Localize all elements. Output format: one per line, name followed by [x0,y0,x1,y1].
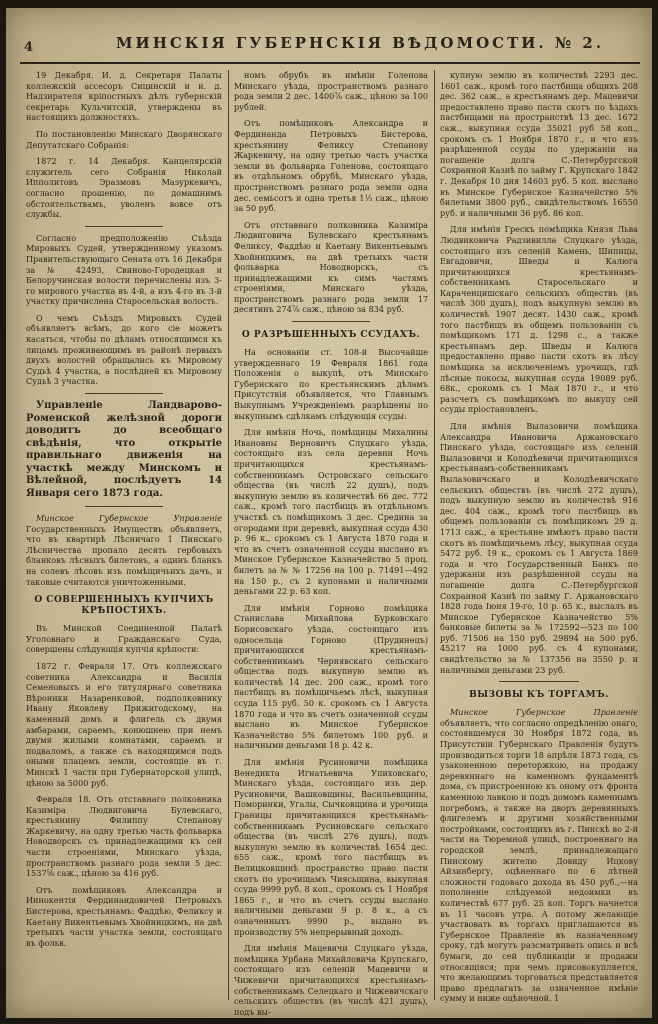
paragraph: Для имѣнія Ночь, помѣщицы Михалины Ивановны Верновичъ Слуцкаго уѣзда, состоящаго изъ села деревни Ночь причитающихся крестьянамъ-собственникамъ Островскаго сельскаго общества (въ числѣ 22 душъ), подъ выкупную землю въ количествѣ 66 дес. 772 саж., кромѣ того пастбищъ въ отдѣльномъ участкѣ съ помѣщикомъ 3 дес. Средина за огородами при деревнѣ, выкупная ссуда 430 р. 96 к., срокомъ съ 1 Августа 1870 года и что въ счетъ означенной ссуды выслано въ Минское Губернское Казначейство 5 проц. билетъ за № № 17256 на 100 р. 71491—492 на 150 р., съ 2 купонами и наличными деньгами 22 р. 63 коп. [234,427,428,597]
page-header [20,22,640,64]
paragraph-body: объявляетъ, что согласно опредѣленію онаго, состоявшемуся 30 Ноября 1872 года, въ Присутствіи Губернскаго Правленія будутъ производиться торги 18 апрѣля 1873 года, съ узаконенною переторжкою, на продажу деревяннаго на каменномъ фундаментѣ дома, съ пристроенною къ оному отъ фронта каменною лавкою и подъ домомъ каменнымъ погребомъ, а также на дворъ деревянныхъ флигелемъ и другими хозяйственными постройками, состоящихъ въ г. Пинскѣ во 2-й части на Тюремной улицѣ, построеннаго на городской землѣ, принадлежащаго Пинскому жителю Довиду Ицкову Айзинбергу, оцѣненнаго по 6 лѣтней сложности годоваго дохода въ 450 руб.,—на пополненіе слѣдуемой недоимки въ количествѣ 677 руб. 25 коп. Торгъ начнется въ 11 часовъ утра. А потому желающіе участвовать въ торгахъ приглашаются въ Губернское Правленіе въ назначенному сроку, гдѣ могутъ разсматривать опись и всѣ бумаги, до сей публикаціи и продажи относящіяся; при чемъ присовокупляется, что желающимъ торговаться представляется право предлагать за означенное имѣніе сумму и ниже оцѣночной. 1 [440,717,638,1004]
separator [85,226,163,227]
paragraph: Февраля 18. Отъ отставнаго полковника Казиміра Людвиговича Булевскаго, крестьянину Филиппу Степанову Жаркевичу, на одну третью часть фольварка Новодворскъ съ принадлежащими къ сей части строеніями, Минскаго уѣзда, пространствомъ разнаго рода земли 5 дес. 1537⅝ саж., цѣною за 416 руб. [26,794,222,879]
section-heading: О РАЗРѢШЕННЫХЪ ССУДАХЪ. [241,330,421,341]
paragraph: 1872 г. Февраля 17. Отъ коллежскаго советника Александра и Василія Семеновыхъ и его титулярнаго советника Вѣроники Назаренковой, подполковнику Ивану Яковлеву Прижигодскому, на каменный домъ и флигель съ двумя амбарами, сараемъ, конюшнею при немъ двумя жилыми комнатами, сараемъ и подваломъ, а также съ находящимся подъ оными плацемъ земли, состоящіе въ г. Минскѣ 1 части при Губернаторской улицѣ, цѣною за 5000 руб. [26,660,222,788]
paragraph: По постановленію Минскаго Дворянскаго Депутатскаго Собранія: [26,128,222,150]
column-divider [434,70,435,1000]
separator [499,681,578,682]
paragraph: О чемъ Съѣздъ Мировыхъ Судей объявляетъ всѣмъ, до кого сіе можетъ касаться, чтобы по дѣламъ относящимся къ лицамъ проживающимъ въ районѣ первыхъ двухъ волостей обращались къ Мировому Судьѣ 4 участка, а послѣдней къ Мировому Судьѣ 3 участка. [26,312,222,387]
section-heading: ВЫЗОВЫ КЪ ТОРГАМЪ. [469,690,609,701]
separator [85,506,163,507]
column-1 [26,70,222,1010]
paragraph-body: Государственныхъ Имуществъ объявляетъ, что въ квартирѣ Лѣсничаго 1 Пинскаго Лѣсничества пропало десять гербовыхъ бланковъ лѣсныхъ билетовъ, а одинъ бланкъ на солевъ лѣсовъ изъ помѣщичьихъ дачъ, и таковые считаются уничтоженными. [26,523,222,587]
paragraph: купную землю въ количествѣ 2293 дес. 1601 саж., кромѣ того пастбища общихъ 208 дес. 362 саж., а крестьянамъ дер. Мацевичи предоставлено право пасти скотъ по ѣздахъ пастбищами на пространствѣ 13 дес. 1672 саж., выкупная ссуда 35021 руб 58 коп., срокомъ съ 1 Ноября 1870 г., и что изъ разрѣшенной ссуды по удержаніи на погашеніе долга С.-Петербургской Сохранной Казнѣ по займу Г. Крупскаго 1842 г. Декабря 10 дня 14603 руб. 5 коп. выслано въ Минское Губернское Казначейство 5% билетами 3800 руб., свидѣтельствомъ 16550 руб. и наличными 36 руб. 86 коп. [440,70,638,218]
paragraph: Отъ помѣщиковъ Александра и Иннокентія Фердинандовичей Петровыхъ Бистерова, крестьянамъ: Фаддѣю, Феликсу и Каетану Викентьевымъ Хвойницкимъ, на двѣ третьихъ части участка земли, состоящаго въ фольв. [26,884,222,948]
paragraph: 19 Декабря. И. д. Секретаря Палаты коллежскій ассесоръ Сицинскій и и. д. Надзирателя кріпостныхъ дѣлъ губернскій секретарь Кульчитскій, утверждены въ настоящихъ должностяхъ. [26,70,222,123]
paragraph: Для имѣнія Горново помѣщика Станислава Михайлова Бурковскаго Борисовскаго уѣзда, состоящаго изъ односельца Горново (Прудинецъ) причитающихся крестьянамъ-собственникамъ Чернявскаго сельскаго общества подъ выкупную землю въ количествѣ 14 дес. 200 саж., кромѣ того пастбищъ въ помѣщичьемъ лѣсѣ, выкупная ссуда 115 руб. 50 к. срокомъ съ 1 Августа 1870 года и что въ счетъ означенной ссуды выслано въ Минское Губернское Казначейство 5% билетомъ 100 руб. и наличными деньгами 18 р. 42 к. [234,602,428,751]
institution-name: Минское Губернское Управленіе [36,513,222,524]
paragraph: Для имѣнія Грескъ помѣщика Князя Льва Людвиковича Радзивилла Слуцкаго уѣзда, состоящаго изъ селеній Камень, Шипицы, Евгадовичи, Шведы и Калюга причитающихся крестьянамъ-собственникамъ Старосельскаго и Караченцишскаго сельскихъ обществъ (въ числѣ 300 душъ), подъ выкупную землю въ количествѣ 1907 десят. 1430 саж., кромѣ того пастбищъ въ общемъ пользованіи съ помѣщикомъ 171 д. 1298 с., а также крестьянамъ дер. Шведы и Калюга предоставлено право пасти скотъ въ лѣсу помѣщика за исключеніемъ урочищъ, гдѣ лѣсные покосы, выкупная ссуда 19089 руб. 68к., срокомъ съ 1 Мая 1870 г., и что разсчетъ съ помѣщикомъ по выкупу сей ссуды пріостановленъ. [440,224,638,415]
column-3 [440,70,638,1010]
paragraph [26,513,222,587]
column-2 [234,70,428,1017]
section-heading: О СОВЕРШЕННЫХЪ КУПЧИХЪ КРѢПОСТЯХЪ. [34,595,214,617]
paragraph: Въ Минской Соединенной Палатѣ Уголовнаго и Гражданскаго Суда, совершены слѣдующія купчія крѣпости: [26,623,222,655]
paragraph: Для имѣнія Мацевичи Слуцкаго уѣзда, помѣщика Урбана Михайловича Крупскаго, состоящаго изъ селеній Мацевичи и Чижевичи причитающихся крестьянамъ-собственникамъ Селецкаго и Чижевичскаго сельскихъ обществъ (въ числѣ 421 душъ), подъ вы- [234,943,428,1017]
column-divider [228,70,229,1000]
paragraph: Отъ отставнаго полковника Казиміра Людвиговича Булевскаго крестьянамъ Феликсу, Фаддѣю и Каетану Викентьевымъ Хвойницкимъ, на двѣ третьихъ части фольварка Новодворскъ, съ принадлежащими къ симъ частямъ строеніями, Минскаго уѣзда, пространствомъ разнаго рода земли 17 десятинъ 274⅞ саж., цѣною за 834 руб. [234,219,428,315]
paragraph: 1872 г. 14 Декабря. Канцелярскій служитель сего Собранія Николай Ипполитовъ Эразмовъ Мазуркевичъ, согласно прошенію, по домашнимъ обстоятельствамъ, уволенъ вовсе отъ службы. [26,156,222,220]
paragraph: Для имѣнія Русиновичи помѣщика Венедикта Игнатьевича Упиховскаго, Минскаго уѣзда, состоящаго изъ дер. Русиновичи, Вашковщины, Васильевщины, Поморинки, Угалы, Сычковщина и урочища Границы причитающихся крестьянамъ-собственникамъ Русиновскаго сельскаго общества (въ числѣ 276 душъ), подъ выкупную землю въ количествѣ 1654 дес. 655 саж., кромѣ того пастбищъ въ Велицковщинѣ пространство право пасти скотъ по урочищамъ Чиясьщина, выкупная ссуда 9999 руб. 8 коп., срокомъ съ 1 Ноября 1865 г., и что въ счетъ ссуды выслано наличными деньгами 9 р. 8 к., а съ означенныхъ 9990 р., выдано въ производству 5% непрерывный доходъ. [234,757,428,937]
paragraph [440,707,638,1004]
newspaper-title: МИНСКІЯ ГУБЕРНСКІЯ ВѢДОМОСТИ. № 2. [115,34,605,52]
railway-notice: Управленіе Ландварово-Роменской желѣзной дороги доводитъ до всеобщаго свѣдѣнія, что открытіе правильнаго движенія на участкѣ между Минскомъ и Вѣлейной, послѣдуетъ 14 Января сего 1873 года. [26,400,222,499]
paragraph: номъ обрубъ въ имѣніи Голенова Минскаго уѣзда, пространствомъ разнаго рода земли 2 дес. 1400⅞ саж., цѣною за 100 рублей. [234,70,428,112]
separator [292,321,370,322]
newspaper-page [6,8,652,1018]
paragraph: Согласно предположенію Съѣзда Мировыхъ Судей, утвержденному указомъ Правительствующаго Сената отъ 16 Декабря за № 42493, Свиново-Городецкая и Белоручинская волости перечислены изъ 3-го мирового участка въ 4-й, а изъ 4-го въ 3-й участку причислена Старосельская волость. [26,232,222,307]
institution-name: Минское Губернское Правленіе [450,707,638,718]
separator [85,393,163,394]
paragraph: Для имѣнія Вылазовичи помѣщика Александра Ивановича Аржановскаго Пинскаго уѣзда, состоящаго изъ селеній Вылазовичи и Колодѣевичи причитающихся крестьянамъ-собственникамъ Вылазовичскаго и Колодѣевичскаго сельскихъ обществъ (въ числѣ 272 душъ), подъ выкупную землю въ количествѣ 916 дес. 404 саж., кромѣ того пастбищъ въ общемъ пользованіи съ помѣщикомъ 29 д. 1713 саж., а крестьяне имѣютъ право пасти скотъ въ помѣщичьемъ лѣсу, выкупная ссуда 5472 руб. 19 к., срокомъ съ 1 Августа 1869 года и что Государственный Банкъ по удержаніи изъ разрѣшенной ссуды на погашеніе долга С.-Петербургской Сохранной Казнѣ по займу Г. Аржановскаго 1828 года Іюня 19-го, 10 р. 65 к., выслалъ въ Минское Губернское Казначейство 5% банковые билеты за № 172592—523 по 100 руб. 71506 на 150 руб. 29894 на 500 руб. 45217 на 1000 руб. съ 4 купонами, свидѣтельство за № 137356 на 3550 р. и наличными деньгами 23 руб. [440,421,638,675]
page-number: 4 [24,40,34,55]
paragraph: На основаніи ст. 108-й Высочайше утвержденнаго 19 Февраля 1861 года Положенія о выкупѣ, отъ Минскаго Губернскаго по крестьянскимъ дѣламъ Присутствія объявляется, что Главнымъ Выкупнымъ Учрежденіемъ разрѣшены по выкупнымъ сдѣлкамъ слѣдующія ссуды: [234,347,428,421]
paragraph: Отъ помѣщиковъ Александра и Фердинанда Петровыхъ Бистерова, крестьянину Феликсу Степанову Жаркевичу, на одну третью часть участка земли въ фольварка Голенова, состоящаго въ отдѣльномъ обрубѣ, Минскаго уѣзда, пространствомъ разнаго рода земли одна дес. семьсотъ и одна третья 1⅓ саж., цѣною за 50 руб. [234,118,428,214]
